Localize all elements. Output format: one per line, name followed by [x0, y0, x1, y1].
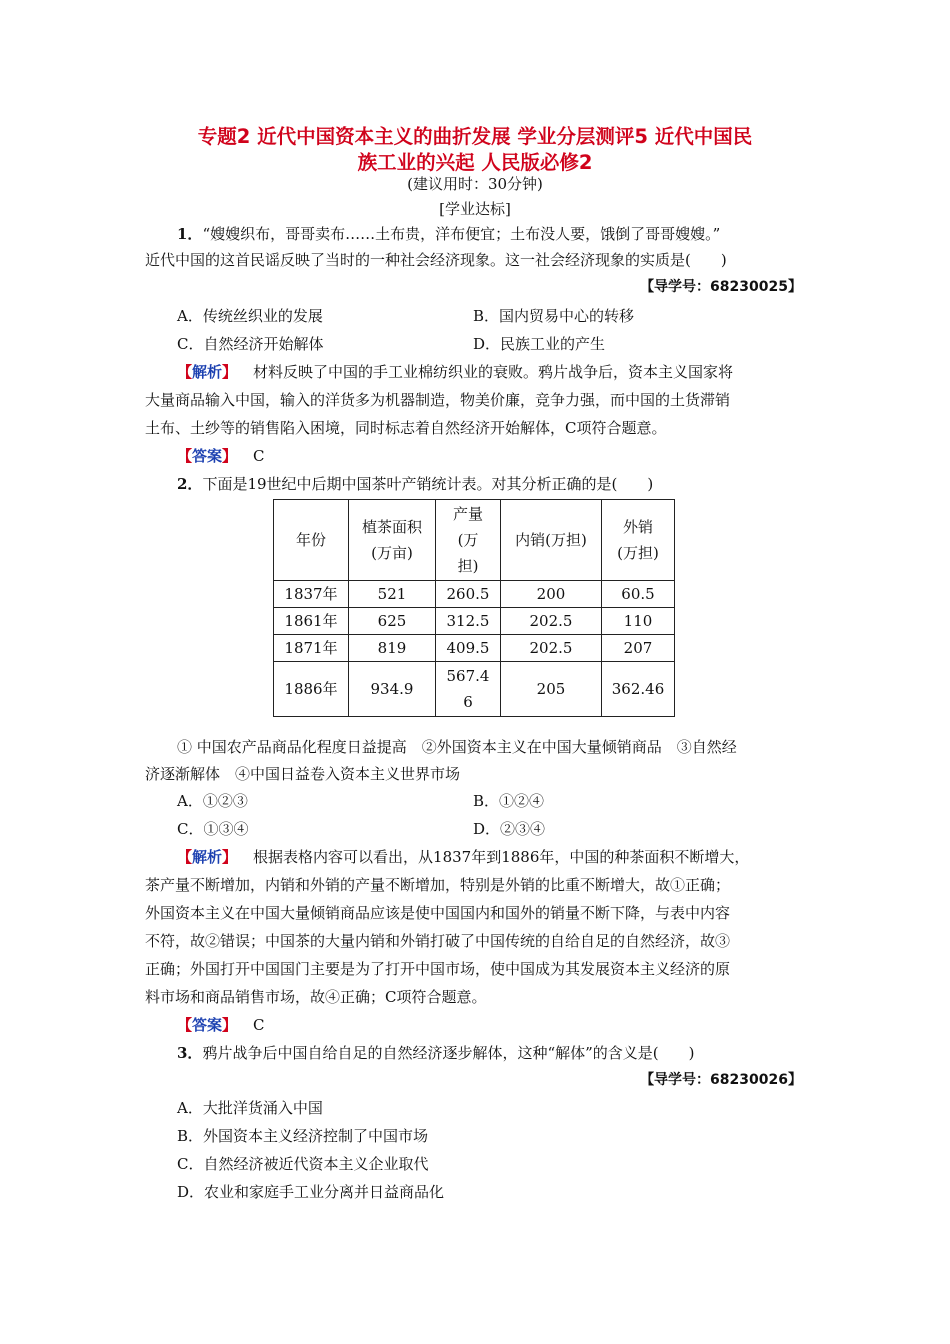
q2-stem-text: 下面是19世纪中后期中国茶叶产销统计表。对其分析正确的是( )	[202, 475, 654, 493]
q1-option-b: B．国内贸易中心的转移	[473, 307, 635, 325]
table-cell: 205	[501, 662, 602, 717]
q2-analysis-tag: 【解析】	[177, 848, 238, 866]
q1-analysis-line-2: 大量商品输入中国，输入的洋货多为机器制造，物美价廉，竞争力强，而中国的土货滞销	[145, 391, 731, 409]
q1-option-d: D．民族工业的产生	[473, 335, 606, 353]
time-note: (建议用时：30分钟)	[407, 175, 543, 193]
q2-statements-line-2: 济逐渐解体 ④中国日益卷入资本主义世界市场	[145, 765, 461, 783]
table-cell	[436, 662, 501, 717]
q2-answer-line	[177, 1015, 265, 1035]
table-header-cell: 年份	[274, 500, 349, 581]
q3-guide-number: 【导学号：68230026】	[640, 1072, 802, 1088]
table-cell: 202.5	[501, 608, 602, 635]
q2-analysis-line-1: 【解析】 根据表格内容可以看出，从1837年到1886年，中国的种茶面积不断增大，	[177, 848, 750, 866]
table-cell: 1871年	[274, 635, 349, 662]
header-line: 外销 (万担)	[617, 518, 659, 562]
table-header-cell	[436, 500, 501, 581]
q1-option-c: C．自然经济开始解体	[177, 335, 324, 353]
q1-analysis-tag: 【解析】	[177, 363, 238, 381]
table-cell: 362.46	[602, 662, 675, 717]
header-line: 产量 (万 担)	[452, 505, 483, 575]
header-line: 植茶面积 (万亩)	[361, 518, 422, 562]
q1-analysis-line-3: 土布、土纱等的销售陷入困境，同时标志着自然经济开始解体，C项符合题意。	[145, 419, 667, 437]
q1-stem-line-2: 近代中国的这首民谣反映了当时的一种社会经济现象。这一社会经济现象的实质是( )	[145, 251, 727, 269]
q2-number: 2．	[177, 475, 203, 493]
q1-answer-line	[177, 446, 265, 466]
q1-analysis-line-1: 【解析】 材料反映了中国的手工业棉纺织业的衰败。鸦片战争后，资本主义国家将	[177, 363, 734, 381]
table-cell: 521	[349, 581, 436, 608]
q2-analysis-line-5: 正确；外国打开中国国门主要是为了打开中国市场，使中国成为其发展资本主义经济的原	[145, 960, 731, 978]
table-cell: 1837年	[274, 581, 349, 608]
q2-answer-tag: 【答案】	[177, 1016, 238, 1034]
q2-option-a: A．①②③	[177, 792, 248, 810]
table-cell: 409.5	[436, 635, 501, 662]
q2-stem-line	[177, 474, 653, 494]
q1-answer-tag: 【答案】	[177, 447, 238, 465]
q2-analysis-line-3: 外国资本主义在中国大量倾销商品应该是使中国国内和国外的销量不断下降，与表中内容	[145, 904, 731, 922]
q3-number: 3．	[177, 1044, 203, 1062]
q1-number: 1．	[177, 225, 203, 243]
q2-answer-value: C	[253, 1016, 265, 1034]
document-title-line-1: 专题2 近代中国资本主义的曲折发展 学业分层测评5 近代中国民	[197, 125, 753, 148]
table-cell: 200	[501, 581, 602, 608]
q1-option-a: A．传统丝织业的发展	[177, 307, 323, 325]
cell-line: 567.4 6	[446, 667, 490, 711]
table-cell: 202.5	[501, 635, 602, 662]
table-cell: 1861年	[274, 608, 349, 635]
table-cell: 207	[602, 635, 675, 662]
q2-statements-line-1: ① 中国农产品商品化程度日益提高 ②外国资本主义在中国大量倾销商品 ③自然经	[177, 738, 737, 756]
table-cell: 260.5	[436, 581, 501, 608]
table-row	[274, 581, 675, 608]
tea-statistics-table	[273, 499, 675, 717]
table-row	[274, 662, 675, 717]
table-cell: 312.5	[436, 608, 501, 635]
q3-option-b: B．外国资本主义经济控制了中国市场	[177, 1127, 429, 1145]
q2-analysis-line-4: 不符，故②错误；中国茶的大量内销和外销打破了中国传统的自给自足的自然经济，故③	[145, 932, 731, 950]
table-header-cell	[349, 500, 436, 581]
q2-option-c: C．①③④	[177, 820, 249, 838]
q3-option-d: D．农业和家庭手工业分离并日益商品化	[177, 1183, 445, 1201]
table-cell: 934.9	[349, 662, 436, 717]
table-cell: 60.5	[602, 581, 675, 608]
q1-stem-text-1: “嫂嫂织布，哥哥卖布……土布贵，洋布便宜；土布没人要，饿倒了哥哥嫂嫂。”	[202, 225, 721, 243]
table-header-cell	[602, 500, 675, 581]
q2-option-d: D．②③④	[473, 820, 546, 838]
q2-option-b: B．①②④	[473, 792, 545, 810]
table-cell: 819	[349, 635, 436, 662]
q2-analysis-line-6: 料市场和商品销售市场，故④正确；C项符合题意。	[145, 988, 487, 1006]
table-row	[274, 635, 675, 662]
q1-stem-line-1	[177, 224, 720, 244]
q3-stem-line	[177, 1043, 694, 1063]
q1-answer-value: C	[253, 447, 265, 465]
document-title-line-2: 族工业的兴起 人民版必修2	[357, 151, 593, 174]
table-header-row	[274, 500, 675, 581]
table-header-cell: 内销(万担)	[501, 500, 602, 581]
q2-analysis-line-2: 茶产量不断增加，内销和外销的产量不断增加，特别是外销的比重不断增大，故①正确；	[145, 876, 731, 894]
table-cell: 625	[349, 608, 436, 635]
q3-option-c: C．自然经济被近代资本主义企业取代	[177, 1155, 429, 1173]
q3-option-a: A．大批洋货涌入中国	[177, 1099, 323, 1117]
q3-stem-text: 鸦片战争后中国自给自足的自然经济逐步解体，这种“解体”的含义是( )	[202, 1044, 695, 1062]
table-row	[274, 608, 675, 635]
q1-guide-number: 【导学号：68230025】	[640, 279, 802, 295]
table-cell: 110	[602, 608, 675, 635]
table-cell: 1886年	[274, 662, 349, 717]
section-heading: [学业达标]	[439, 200, 511, 218]
